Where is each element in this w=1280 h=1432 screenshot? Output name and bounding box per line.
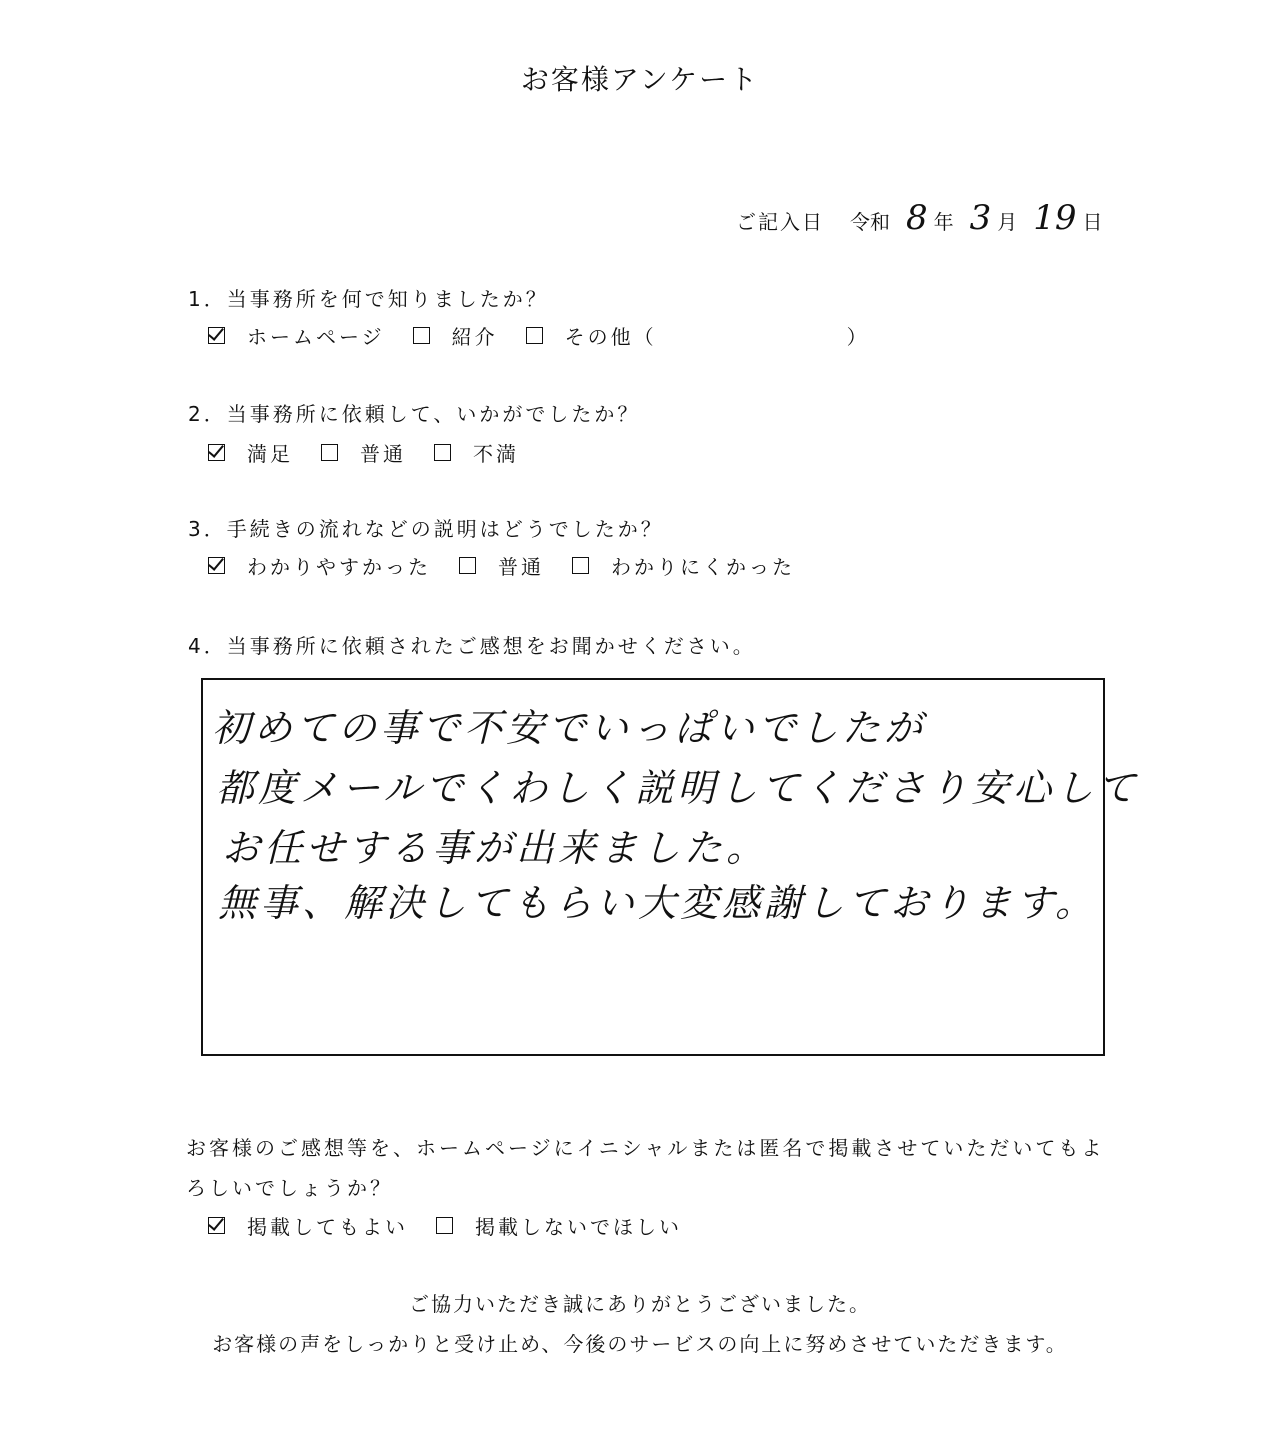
q1-option-label: ホームページ: [247, 325, 385, 349]
q1-checkbox-referral[interactable]: [413, 327, 430, 344]
publish-option-label: 掲載しないでほしい: [475, 1215, 682, 1239]
date-label: ご記入日: [736, 210, 824, 234]
publish-question-line1: お客様のご感想等を、ホームページにイニシャルまたは匿名で掲載させていただいてもよ: [186, 1136, 1105, 1160]
q2-option-label: 普通: [360, 442, 406, 466]
date-era: 令和: [850, 210, 890, 234]
q1-checkbox-homepage[interactable]: [208, 327, 225, 344]
footer-message: お客様の声をしっかりと受け止め、今後のサービスの向上に努めさせていただきます。: [212, 1332, 1068, 1356]
q4-question: 4．当事務所に依頼されたご感想をお聞かせください。: [188, 634, 756, 658]
q3-option-label: わかりにくかった: [611, 555, 795, 579]
publish-option-label: 掲載してもよい: [247, 1215, 408, 1239]
date-month: 3: [969, 198, 992, 238]
q2-option-label: 不満: [473, 442, 519, 466]
q2-option-label: 満足: [247, 442, 293, 466]
publish-question-line2: ろしいでしょうか？: [186, 1176, 393, 1200]
publish-checkbox-no[interactable]: [436, 1217, 453, 1234]
date-day: 19: [1033, 198, 1077, 238]
comment-line: 都度メールでくわしく説明してくださり安心して: [216, 766, 1140, 810]
q3-checkbox-normal[interactable]: [459, 557, 476, 574]
q2-checkbox-dissatisfied[interactable]: [434, 444, 451, 461]
page-title: お客様アンケート: [520, 63, 760, 96]
q1-options: [208, 321, 870, 350]
q3-checkbox-hard[interactable]: [572, 557, 589, 574]
publish-checkbox-ok[interactable]: [208, 1217, 225, 1234]
comment-line: 初めての事で不安でいっぱいでしたが: [212, 706, 927, 750]
date-month-unit: 月: [997, 210, 1018, 234]
q3-question: 3．手続きの流れなどの説明はどうでしたか？: [188, 517, 664, 541]
q2-checkbox-satisfied[interactable]: [208, 444, 225, 461]
q3-option-label: わかりやすかった: [247, 555, 431, 579]
q1-option-label: 紹介: [451, 325, 498, 349]
q3-option-label: 普通: [498, 555, 544, 579]
date-year-unit: 年: [933, 210, 954, 234]
q1-question: 1．当事務所を何で知りましたか？: [188, 287, 549, 311]
q2-options: [208, 438, 519, 467]
date-year: 8: [906, 198, 928, 238]
q3-checkbox-easy[interactable]: [208, 557, 225, 574]
publish-options: [208, 1211, 682, 1240]
q1-option-label: その他（: [564, 325, 657, 349]
comment-line: お任せする事が出来ました。: [222, 826, 769, 870]
q2-question: 2．当事務所に依頼して、いかがでしたか？: [188, 402, 641, 426]
q1-close-paren: ）: [846, 325, 870, 349]
footer-thanks: ご協力いただき誠にありがとうございました。: [409, 1292, 871, 1316]
entry-date: [736, 198, 1103, 238]
date-day-unit: 日: [1082, 210, 1103, 234]
q3-options: [208, 551, 795, 580]
q2-checkbox-normal[interactable]: [321, 444, 338, 461]
q1-checkbox-other[interactable]: [526, 327, 543, 344]
comment-line: 無事、解決してもらい大変感謝しております。: [218, 881, 1097, 925]
